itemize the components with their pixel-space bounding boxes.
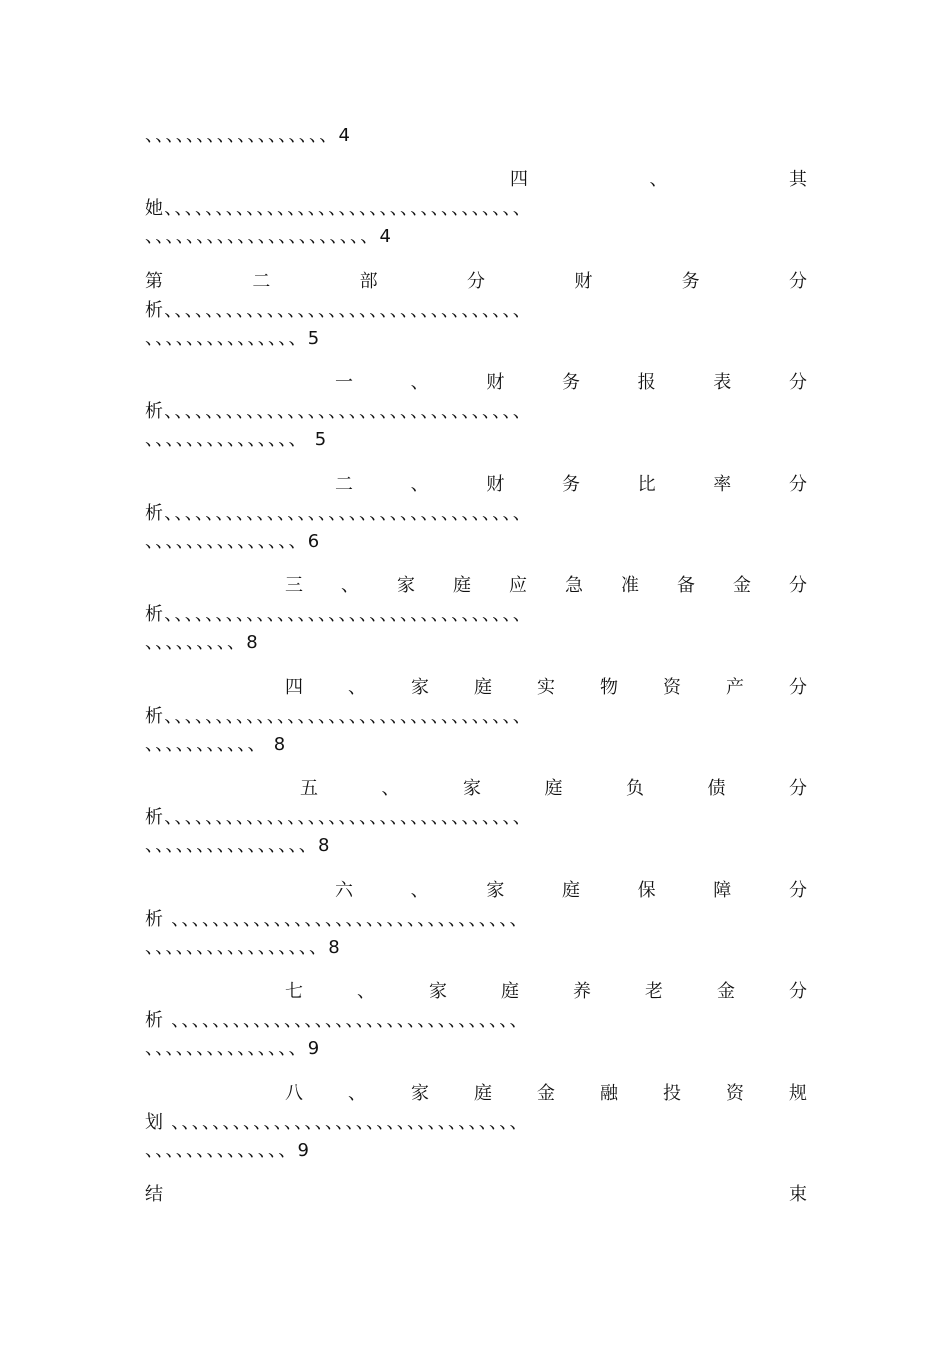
toc-entry-heading <box>335 371 807 395</box>
toc-heading-char: 备 <box>677 575 695 596</box>
toc-heading-char: 务 <box>561 473 580 495</box>
toc-heading-char: 、 <box>357 981 375 1002</box>
toc-entry-leader: 析、、、、、、、、、、、、、、、、、、、、、、、、、、、、、、、、、、、 <box>145 299 532 321</box>
toc-entry-page-line: 、、、、、、、、、、、、、、、、、8 <box>145 936 341 958</box>
toc-heading-char: 分 <box>788 372 807 393</box>
toc-entry-leader: 析、、、、、、、、、、、、、、、、、、、、、、、、、、、、、、、、、、、 <box>145 502 532 524</box>
toc-heading-char: 四 <box>510 169 528 190</box>
toc-entry-leader: 析、、、、、、、、、、、、、、、、、、、、、、、、、、、、、、、、、、、 <box>145 401 532 422</box>
toc-heading-char: 实 <box>537 676 555 698</box>
toc-entry-leader: 析、、、、、、、、、、、、、、、、、、、、、、、、、、、、、、、、、、、 <box>145 604 532 625</box>
toc-heading-char: 分 <box>789 676 807 698</box>
toc-entry-page-line: 、、、、、、、、、、、、、、、5 <box>145 327 321 349</box>
toc-entry-heading <box>145 270 807 294</box>
toc-heading-char: 分 <box>789 778 807 799</box>
toc-entry-leader: 她、、、、、、、、、、、、、、、、、、、、、、、、、、、、、、、、、、、 <box>145 198 532 219</box>
toc-heading-char: 、 <box>410 879 429 901</box>
toc-entry-heading <box>285 676 807 700</box>
toc-heading-char: 家 <box>486 879 505 901</box>
toc-heading-char: 分 <box>788 879 807 901</box>
toc-entry-page-line: 、、、、、、、、、、、、、、、9 <box>145 1038 321 1059</box>
toc-heading-char: 、 <box>410 473 429 495</box>
toc-heading-char: 七 <box>285 981 303 1002</box>
toc-heading-char: 庭 <box>474 1082 492 1104</box>
toc-heading-char: 率 <box>713 473 732 495</box>
toc-heading-char: 融 <box>600 1082 618 1104</box>
toc-heading-char: 家 <box>411 1082 429 1104</box>
toc-heading-char: 六 <box>335 879 353 901</box>
toc-heading-char: 准 <box>621 575 639 596</box>
toc-heading-char: 家 <box>429 981 447 1002</box>
toc-entry-heading <box>285 980 807 1004</box>
toc-heading-char: 家 <box>397 575 415 596</box>
toc-heading-char: 、 <box>348 676 366 698</box>
toc-heading-char: 分 <box>789 575 807 596</box>
toc-heading-char: 分 <box>789 981 807 1002</box>
toc-entry-leader: 析 、、、、、、、、、、、、、、、、、、、、、、、、、、、、、、、、、、 <box>145 1010 529 1031</box>
toc-heading-char: 二 <box>252 270 271 292</box>
toc-heading-char: 应 <box>509 575 527 596</box>
toc-heading-char: 金 <box>537 1082 555 1104</box>
toc-heading-char: 规 <box>789 1082 807 1104</box>
toc-heading-char: 金 <box>733 575 751 596</box>
toc-entry-heading <box>335 473 807 497</box>
toc-heading-char: 分 <box>788 270 807 292</box>
toc-heading-char: 老 <box>645 981 663 1002</box>
toc-heading-char: 保 <box>637 879 656 901</box>
toc-heading-char: 、 <box>341 575 359 596</box>
toc-heading-char: 家 <box>411 676 429 698</box>
toc-heading-char: 庭 <box>474 676 492 698</box>
toc-continuation-line: 、、、、、、、、、、、、、、、、、、4 <box>145 125 352 146</box>
toc-heading-char: 急 <box>565 575 583 596</box>
toc-heading-char: 庭 <box>544 778 563 799</box>
toc-heading-char: 其 <box>789 169 807 190</box>
toc-entry-heading <box>510 168 807 192</box>
toc-entry-page-line: 、、、、、、、、、、、、、、、6 <box>145 530 321 552</box>
toc-heading-char: 一 <box>335 372 353 393</box>
toc-heading-char: 分 <box>788 473 807 495</box>
toc-entry-page-line: 、、、、、、、、、8 <box>145 632 259 653</box>
toc-heading-char: 比 <box>637 473 656 495</box>
toc-heading-char: 二 <box>335 473 353 495</box>
toc-ending-line <box>145 1183 807 1207</box>
toc-heading-char: 家 <box>463 778 481 799</box>
toc-entry-leader: 析、、、、、、、、、、、、、、、、、、、、、、、、、、、、、、、、、、、 <box>145 807 532 828</box>
toc-heading-char: 资 <box>663 676 681 698</box>
toc-heading-char: 产 <box>726 676 744 698</box>
toc-heading-char: 、 <box>348 1082 366 1104</box>
toc-heading-char: 障 <box>713 879 732 901</box>
toc-heading-char: 务 <box>681 270 700 292</box>
toc-heading-char: 庭 <box>453 575 471 596</box>
toc-heading-char: 物 <box>600 676 618 698</box>
toc-entry-page-line: 、、、、、、、、、、、、、、、 5 <box>145 429 328 450</box>
toc-heading-char: 财 <box>486 473 505 495</box>
toc-heading-char: 分 <box>466 270 485 292</box>
toc-heading-char: 报 <box>637 372 656 393</box>
toc-entry-page-line: 、、、、、、、、、、、 8 <box>145 733 287 755</box>
toc-entry-heading <box>285 1082 807 1106</box>
toc-heading-char: 第 <box>145 270 163 292</box>
toc-heading-char: 、 <box>649 169 668 190</box>
toc-entry-page-line: 、、、、、、、、、、、、、、、、、、、、、、4 <box>145 226 393 247</box>
toc-heading-char: 、 <box>410 372 429 393</box>
toc-heading-char: 表 <box>713 372 732 393</box>
toc-heading-char: 庭 <box>501 981 519 1002</box>
toc-entry-heading <box>335 879 807 903</box>
toc-entry-leader: 划 、、、、、、、、、、、、、、、、、、、、、、、、、、、、、、、、、、 <box>145 1111 529 1133</box>
toc-entry-heading <box>285 574 807 598</box>
toc-entry-page-line: 、、、、、、、、、、、、、、、、8 <box>145 835 331 856</box>
toc-heading-char: 、 <box>381 778 400 799</box>
toc-heading-char: 金 <box>717 981 735 1002</box>
toc-heading-char: 债 <box>707 778 726 799</box>
toc-heading-char: 五 <box>300 778 318 799</box>
toc-ending-char: 束 <box>789 1184 807 1205</box>
toc-entry-heading <box>300 777 807 801</box>
toc-heading-char: 资 <box>726 1082 744 1104</box>
toc-heading-char: 务 <box>561 372 580 393</box>
toc-heading-char: 养 <box>573 981 591 1002</box>
toc-heading-char: 四 <box>285 676 303 698</box>
toc-ending-char: 结 <box>145 1184 163 1205</box>
toc-entry-leader: 析 、、、、、、、、、、、、、、、、、、、、、、、、、、、、、、、、、、 <box>145 908 529 930</box>
toc-heading-char: 三 <box>285 575 303 596</box>
toc-entry-page-line: 、、、、、、、、、、、、、、9 <box>145 1139 311 1161</box>
toc-heading-char: 部 <box>359 270 378 292</box>
toc-entry-leader: 析、、、、、、、、、、、、、、、、、、、、、、、、、、、、、、、、、、、 <box>145 705 532 727</box>
toc-heading-char: 投 <box>663 1082 681 1104</box>
toc-heading-char: 庭 <box>561 879 580 901</box>
toc-heading-char: 财 <box>574 270 593 292</box>
toc-heading-char: 负 <box>626 778 644 799</box>
toc-heading-char: 财 <box>486 372 505 393</box>
toc-heading-char: 八 <box>285 1082 303 1104</box>
